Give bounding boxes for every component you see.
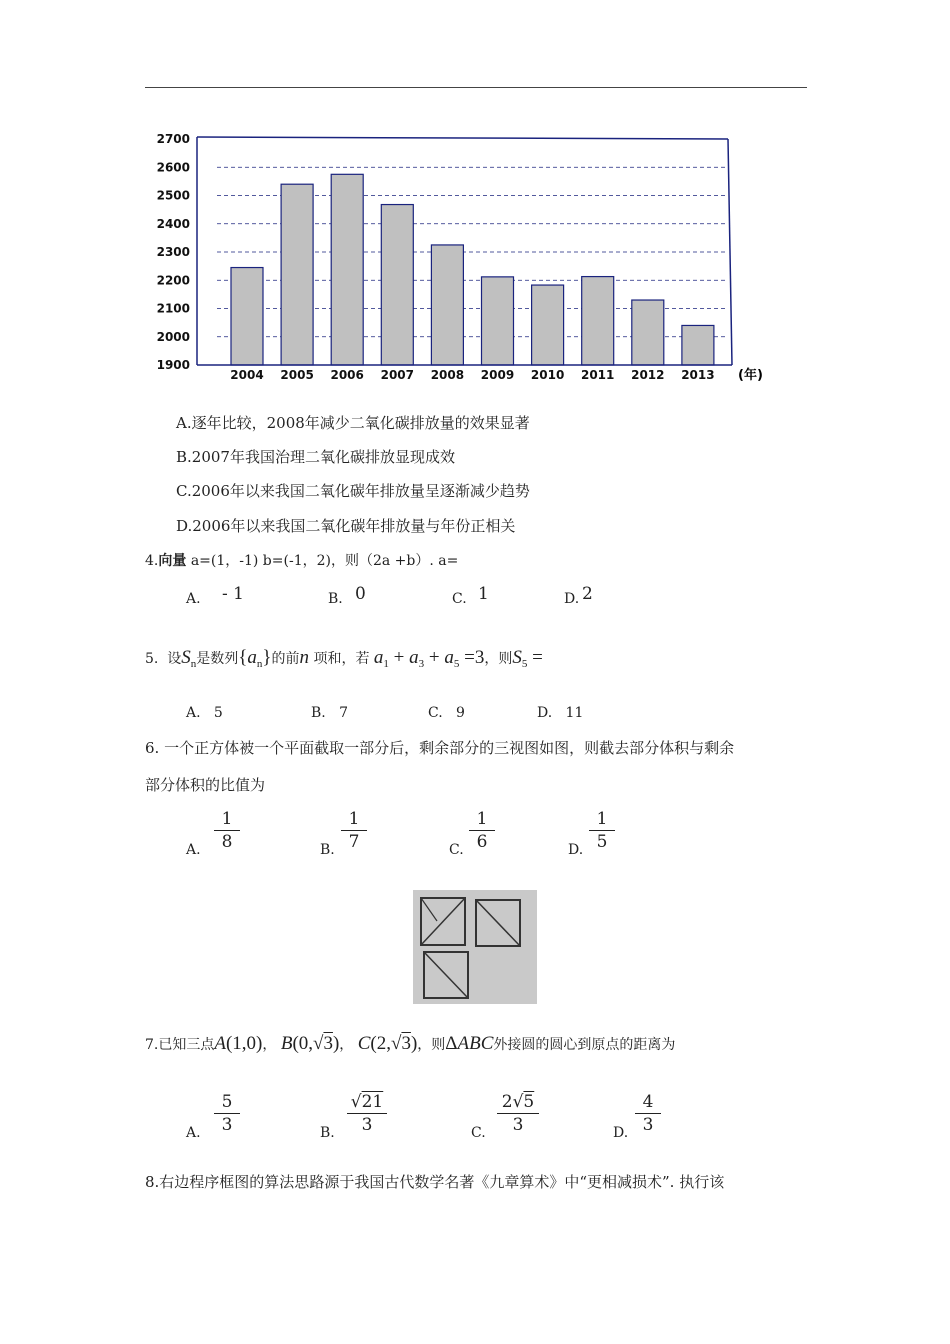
bar-2010 [532,285,564,365]
bar-2005 [281,184,313,365]
q7-point-c: C(2,√3) [357,1033,418,1054]
q8-stem: 8.右边程序框图的算法思路源于我国古代数学名著《九章算术》中“更相减损术”. 执行该 [145,1173,725,1191]
q5-option-b[interactable]: B. 7 [311,705,349,721]
y-tick-label: 2400 [156,216,190,231]
q4-bold-term: 向量 [158,553,187,569]
q3-option-d[interactable]: D.2006年以来我国二氧化碳年排放量与年份正相关 [176,517,516,535]
bar-2004 [231,268,263,365]
x-tick-label: 2013 [681,368,715,382]
header-rule [145,87,807,88]
q4-stem [145,551,458,571]
bar-2012 [632,300,664,365]
q3-option-c[interactable]: C.2006年以来我国二氧化碳年排放量呈逐渐减少趋势 [176,482,530,500]
x-tick-label: 2004 [230,368,264,382]
q6-stem-line2: 部分体积的比值为 [145,776,266,794]
x-tick-label: 2012 [631,368,665,382]
bar-2013 [682,325,714,365]
q3-option-a[interactable]: A.逐年比较，2008年减少二氧化碳排放量的效果显著 [176,414,530,432]
y-tick-label: 2300 [156,245,190,259]
q5-expression: $a_1 + a_3 + a_5 =3$ [373,647,485,670]
q6-stem-line1: 6. 一个正方体被一个平面截取一部分后，剩余部分的三视图如图，则截去部分体积与剩余 [145,739,735,757]
q7-triangle: ΔABC [445,1033,494,1054]
bar-2007 [381,205,413,365]
q5-stem: 5. 设$S_n$是数列$\{a_n\}$的前n 项和，若 $a_1 + a_3 + a_5 =3$，则$S_5$ = [145,647,543,670]
x-axis-unit: (年) [738,368,763,383]
x-tick-label: 2011 [580,368,615,382]
y-tick-label: 2500 [156,188,190,203]
x-tick-label: 2007 [380,368,415,382]
x-tick-label: 2008 [430,368,465,382]
plot-frame-top [197,137,728,139]
q5-option-a[interactable]: A. 5 [186,705,223,721]
q5-s5: $S_5$ = [512,647,543,670]
chart-y-tick-labels [157,132,190,372]
q5-option-d[interactable]: D. 11 [537,705,584,721]
co2-emission-bar-chart [140,125,763,390]
x-tick-label: 2005 [280,368,314,382]
y-tick-label: 2100 [156,301,190,316]
q5-sequence: $\{a_n\}$ [238,647,272,670]
q7-stem: 7.已知三点A(1,0)， B(0,√3)， C(2,√3)，则ΔABC外接圆的圆心到原点的距离为 [145,1033,676,1054]
q7-point-a: A(1,0) [214,1033,263,1054]
bar-2008 [431,245,463,365]
y-tick-label: 2000 [156,329,190,344]
bar-2009 [482,277,514,365]
three-view-figure [413,890,537,1004]
q4-number: 4. [145,553,159,569]
y-tick-label: 2200 [156,273,190,288]
bar-2011 [582,277,614,365]
x-tick-label: 2006 [330,368,364,382]
bar-2006 [331,174,363,365]
y-tick-label: 1900 [156,358,190,372]
q4-stem-text: a=(1，-1) b=(-1，2)，则（2a +b）. a= [190,553,459,569]
q5-option-c[interactable]: C. 9 [428,705,465,721]
x-tick-label: 2009 [480,368,515,382]
y-tick-label: 2600 [156,160,190,175]
x-tick-label: 2010 [530,368,565,382]
q3-option-b[interactable]: B.2007年我国治理二氧化碳排放显现成效 [176,448,455,466]
plot-frame-right [728,139,732,365]
chart-x-tick-labels [230,368,714,382]
q5-s-n: $S_n$ [181,647,197,670]
y-tick-label: 2700 [156,132,190,146]
q7-point-b: B(0,√3) [280,1033,340,1054]
